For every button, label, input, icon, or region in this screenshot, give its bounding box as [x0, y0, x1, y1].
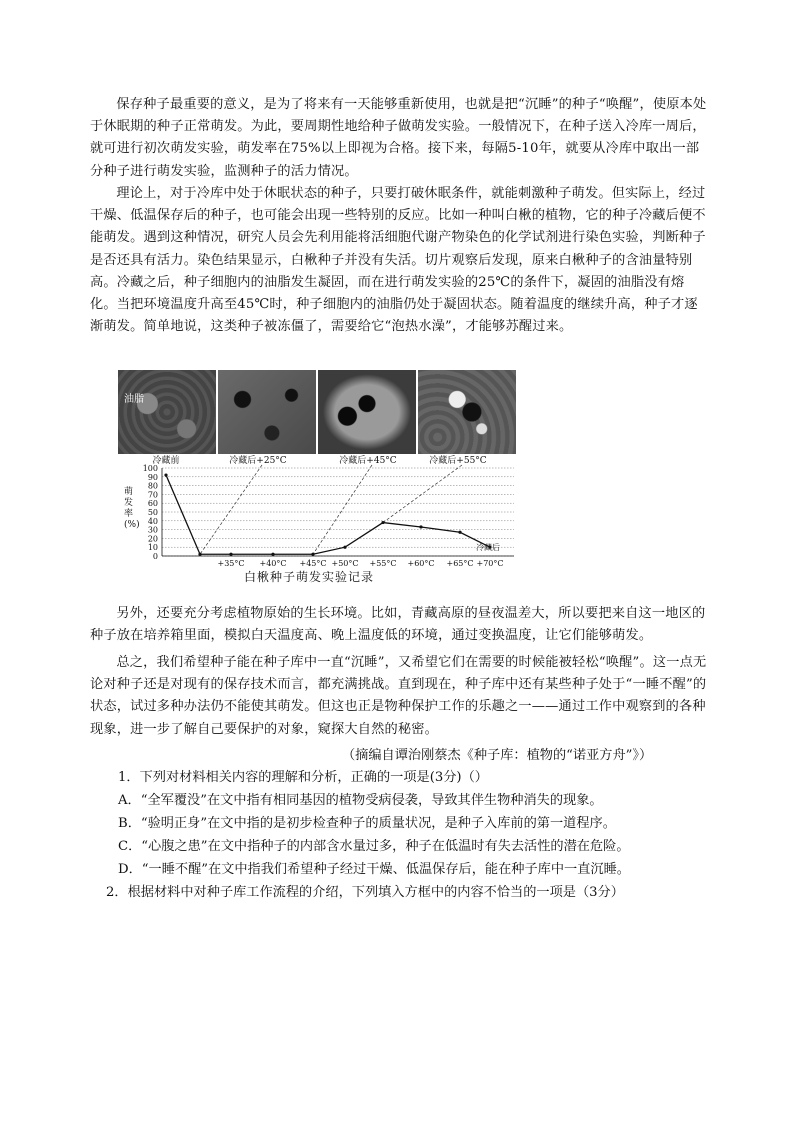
paragraph-3: 另外，还要充分考虑植物原始的生长环境。比如，青藏高原的昼夜温差大，所以要把来自这一地区的种子放在培养箱里面，模拟白天温度高、晚上温度低的环境，通过变换温度，让它们能够萌发。 [90, 606, 706, 644]
x-tick-label: +55°C [369, 559, 397, 566]
x-tick-label: +60°C [407, 559, 435, 566]
data-point [343, 546, 346, 549]
photo-caption: 冷藏后+25°C [229, 456, 287, 466]
x-tick-label: +35°C [217, 559, 245, 566]
paragraph-2: 理论上，对于冷库中处于休眠状态的种子，只要打破休眠条件，就能刺激种子萌发。但实际上，经过干燥、低温保存后的种子，也可能会出现一些特别的反应。比如一种叫白楸的植物，它的种子冷藏后便不能萌发。遇到这种情况，研究人员会先利用能将活细胞代谢产物染色的化学试剂进行染色实验，判断种子是否还具有活力。染色结果显示，白楸种子并没有失活。切片观察后发现，原来白楸种子的含油量特别高。冷藏之后，种子细胞内的油脂发生凝固，而在进行萌发实验的25℃的条件下，凝固的油脂没有熔化。当把环境温度升高至45℃时，种子细胞内的油脂仍处于凝固状态。随着温度的继续升高，种子才逐渐萌发。简单地说，这类种子被冻僵了，需要给它“泡热水澡”，才能够苏醒过来。 [90, 186, 706, 335]
paragraph-4: 总之，我们希望种子能在种子库中一直“沉睡”，又希望它们在需要的时候能被轻松“唤醒”。这一点无论对种子还是对现有的保存技术而言，都充满挑战。直到现在，种子库中还有某些种子处于“一睡不醒”的状态，试过多种办法仍不能使其萌发。但这也正是物种保护工作的乐趣之一——通过工作中观察到的各种现象，进一步了解自己要保护的对象，窥探大自然的秘密。 [90, 655, 707, 737]
micrograph-25c [218, 370, 316, 454]
question-2-stem: 2．根据材料中对种子库工作流程的介绍，下列填入方框中的内容不恰当的一项是（3分） [106, 885, 624, 900]
y-tick-label: 50 [147, 508, 158, 517]
question-1-option-c: C．“心腹之患”在文中指种子的内部含水量过多，种子在低温时有失去活性的潜在危险。 [118, 839, 630, 854]
y-label-char: 萌 [124, 487, 134, 497]
photo-caption: 冷藏后+45°C [339, 456, 397, 466]
y-tick-label: 20 [147, 534, 158, 544]
y-tick-label: 40 [147, 516, 158, 526]
y-tick-label: 70 [147, 490, 158, 500]
leader-line [383, 465, 462, 523]
caption-leader-lines [200, 465, 462, 554]
y-tick-label: 60 [147, 499, 158, 509]
y-label-char: 发 [124, 498, 134, 508]
micrograph-55c [418, 370, 516, 454]
source-citation: （摘编自谭治刚蔡杰《种子库：植物的“诺亚方舟”》） [342, 748, 653, 763]
data-point [164, 473, 167, 476]
y-axis-ticks [143, 464, 158, 561]
data-point [198, 553, 201, 556]
data-point [458, 531, 461, 534]
data-point [271, 553, 274, 556]
leader-line [313, 465, 372, 554]
x-tick-label: +50°C [331, 559, 359, 566]
x-tick-label: +45°C [299, 559, 327, 566]
photo-caption: 冷藏后+55°C [429, 456, 487, 466]
photo-captions [152, 454, 486, 466]
chart-grid [162, 468, 514, 556]
paragraph-1: 保存种子最重要的意义，是为了将来有一天能够重新使用，也就是把“沉睡”的种子“唤醒”，使原本处于休眠期的种子正常萌发。为此，要周期性地给种子做萌发实验。一般情况下，在种子送入冷库一周后，就可进行初次萌发实验，萌发率在75%以上即视为合格。接下来，每隔5-10年，就要从冷库中取出一部分种子进行萌发实验，监测种子的活力情况。 [90, 97, 707, 179]
question-1-option-b: B．“验明正身”在文中指的是初步检查种子的质量状况，是种子入库前的第一道程序。 [118, 816, 616, 831]
end-label: 冷藏后 [476, 543, 500, 553]
photo-caption: 冷藏前 [152, 456, 180, 466]
data-point [381, 521, 384, 524]
x-axis-ticks [217, 559, 503, 566]
y-tick-label: 80 [147, 481, 158, 491]
x-tick-label: +40°C [259, 559, 287, 566]
x-tick-label: +65°C [446, 559, 474, 566]
y-label-char: (%) [124, 520, 140, 530]
micrograph-before-cold [118, 370, 216, 454]
micrograph-strip [118, 370, 516, 454]
y-tick-label: 0 [152, 552, 158, 561]
oil-label: 油脂 [124, 394, 144, 405]
y-label-char: 率 [124, 509, 134, 519]
germination-figure [118, 370, 516, 588]
x-tick-label: +70°C [476, 559, 504, 566]
data-point [229, 553, 232, 556]
data-point [311, 553, 314, 556]
y-tick-label: 100 [142, 464, 158, 473]
germination-chart [118, 454, 516, 566]
germination-line [166, 475, 490, 554]
question-1-option-d: D．“一睡不醒”在文中指我们希望种子经过干燥、低温保存后，能在种子库中一直沉睡。 [118, 862, 630, 877]
data-point [419, 525, 422, 528]
question-1-option-a: A．“全军覆没”在文中指有相同基因的植物受病侵袭，导致其伴生物种消失的现象。 [118, 793, 603, 808]
leader-line [200, 465, 262, 554]
micrograph-45c [318, 370, 416, 454]
question-1-stem: 1．下列对材料相关内容的理解和分析，正确的一项是(3分)（） [118, 770, 488, 785]
y-tick-label: 90 [147, 472, 158, 482]
y-tick-label: 10 [147, 543, 158, 553]
y-tick-label: 30 [147, 525, 158, 535]
chart-title: 白楸种子萌发实验记录 [244, 570, 375, 584]
y-axis-label [124, 485, 140, 530]
